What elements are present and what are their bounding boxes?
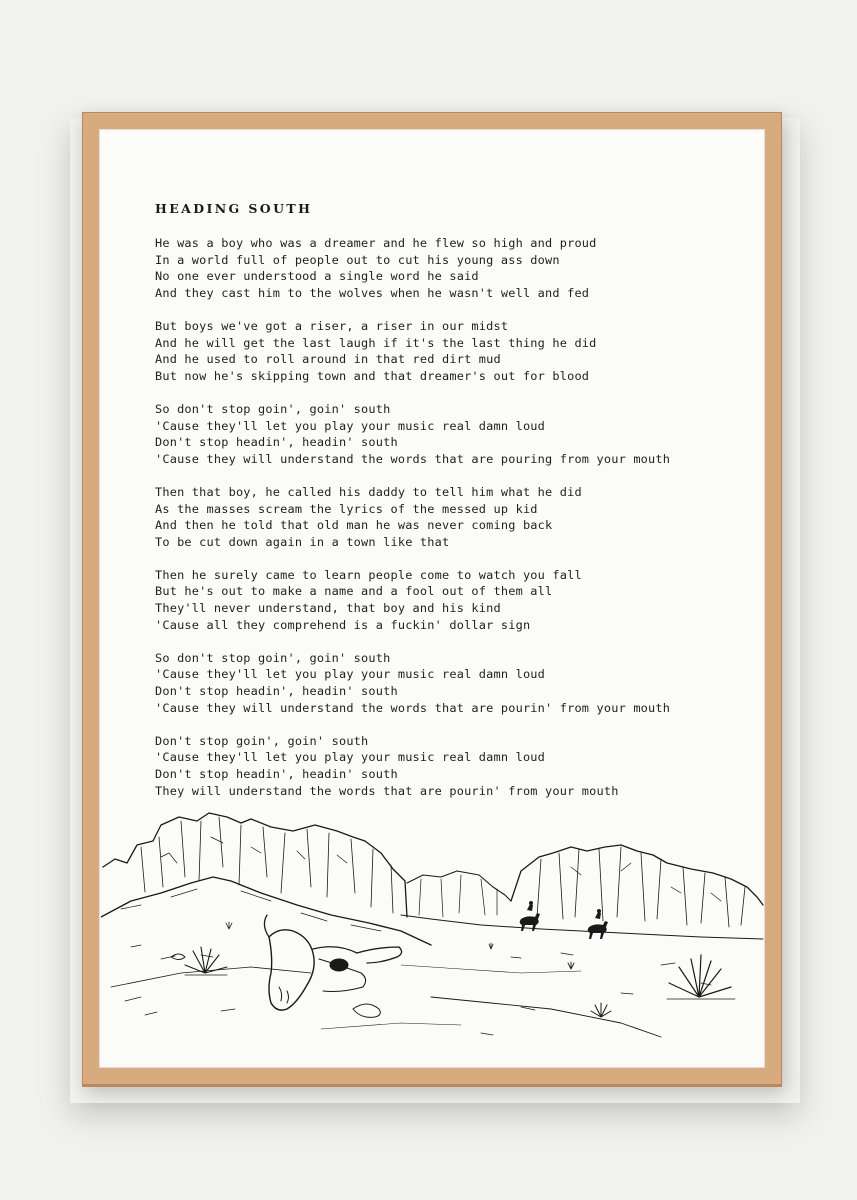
lyric-line: As the masses scream the lyrics of the messed up kid <box>155 501 538 516</box>
lyric-line: They will understand the words that are pourin' from your mouth <box>155 783 619 798</box>
lyric-line: Don't stop goin', goin' south <box>155 733 369 748</box>
poster-print <box>99 129 765 1068</box>
lyric-line: 'Cause they'll let you play your music real damn loud <box>155 667 546 682</box>
lyric-stanza <box>155 567 670 633</box>
lyric-line: Don't stop headin', headin' south <box>155 435 398 450</box>
lyric-line: He was a boy who was a dreamer and he flew so high and proud <box>155 236 597 250</box>
lyric-stanza <box>155 484 670 550</box>
lyric-line: And they cast him to the wolves when he wasn't well and fed <box>155 285 590 300</box>
lyric-line: To be cut down again in a town like that <box>155 534 450 549</box>
lyric-stanza <box>155 733 670 799</box>
lyrics-block <box>155 235 670 799</box>
lyric-line: No one ever understood a single word he said <box>155 269 479 284</box>
lyric-line: And he used to roll around in that red dirt mud <box>155 352 501 367</box>
lyric-line: Then that boy, he called his daddy to tell him what he did <box>155 484 582 499</box>
wooden-frame <box>82 112 782 1085</box>
lyric-line: 'Cause they'll let you play your music real damn loud <box>155 418 546 433</box>
poster-title: HEADING SOUTH <box>155 201 313 216</box>
lyric-line: 'Cause all they comprehend is a fuckin' dollar sign <box>155 617 531 632</box>
lyric-stanza <box>155 318 670 384</box>
lyric-line: But he's out to make a name and a fool out of them all <box>155 584 553 599</box>
lyric-stanza <box>155 650 670 716</box>
desert-landscape-illustration <box>101 797 765 1057</box>
lyric-line: They'll never understand, that boy and his kind <box>155 601 501 616</box>
lyric-line: And then he told that old man he was never coming back <box>155 518 553 533</box>
lyric-line: Don't stop headin', headin' south <box>155 767 398 781</box>
lyric-line: Don't stop headin', headin' south <box>155 684 398 699</box>
lyric-line: 'Cause they'll let you play your music real damn loud <box>155 750 546 765</box>
lyric-stanza <box>155 401 670 467</box>
lyric-line: 'Cause they will understand the words that are pouring from your mouth <box>155 451 671 466</box>
lyric-line: So don't stop goin', goin' south <box>155 401 391 416</box>
lyric-line: In a world full of people out to cut his young ass down <box>155 252 560 267</box>
lyric-line: So don't stop goin', goin' south <box>155 650 391 665</box>
lyric-line: Then he surely came to learn people come to watch you fall <box>155 567 582 582</box>
lyric-line: But now he's skipping town and that dreamer's out for blood <box>155 368 590 383</box>
lyric-line: And he will get the last laugh if it's the last thing he did <box>155 335 597 350</box>
lyric-line: 'Cause they will understand the words that are pourin' from your mouth <box>155 700 671 715</box>
lyric-line: But boys we've got a riser, a riser in our midst <box>155 318 509 333</box>
lyric-stanza <box>155 235 670 301</box>
